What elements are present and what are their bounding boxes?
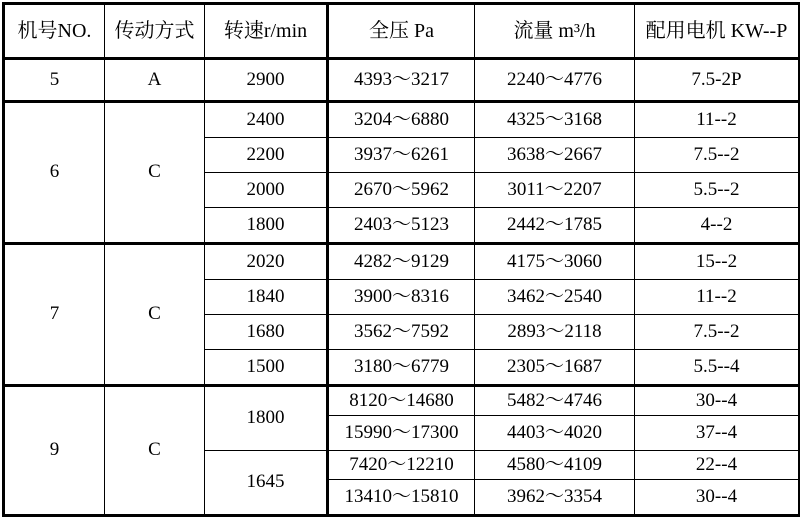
cell-pressure: 3180～6779 (328, 350, 475, 386)
cell-flow: 2240～4776 (475, 59, 635, 102)
cell-drive-type: C (105, 386, 205, 516)
cell-motor: 22--4 (635, 451, 800, 480)
cell-pressure: 8120～14680 (328, 386, 475, 416)
table-row (4, 59, 800, 102)
cell-motor: 7.5--2 (635, 315, 800, 350)
cell-flow: 3962～3354 (475, 480, 635, 516)
cell-speed: 2400 (205, 102, 328, 138)
cell-pressure: 3204～6880 (328, 102, 475, 138)
header-model-no: 机号NO. (4, 4, 105, 59)
cell-flow: 2442～1785 (475, 208, 635, 244)
cell-speed: 1840 (205, 280, 328, 315)
cell-motor: 5.5--2 (635, 173, 800, 208)
cell-motor: 11--2 (635, 280, 800, 315)
cell-pressure: 4282～9129 (328, 244, 475, 280)
cell-pressure: 13410～15810 (328, 480, 475, 516)
cell-flow: 2305～1687 (475, 350, 635, 386)
cell-pressure: 2403～5123 (328, 208, 475, 244)
cell-drive-type: C (105, 102, 205, 244)
cell-speed: 2900 (205, 59, 328, 102)
header-drive-type: 传动方式 (105, 4, 205, 59)
cell-motor: 4--2 (635, 208, 800, 244)
cell-motor: 11--2 (635, 102, 800, 138)
fan-specification-table (2, 2, 800, 517)
cell-flow: 4325～3168 (475, 102, 635, 138)
cell-pressure: 3900～8316 (328, 280, 475, 315)
cell-drive-type: A (105, 59, 205, 102)
table-row (4, 102, 800, 138)
cell-motor: 7.5--2 (635, 138, 800, 173)
cell-motor: 15--2 (635, 244, 800, 280)
cell-flow: 4580～4109 (475, 451, 635, 480)
cell-model-no: 5 (4, 59, 105, 102)
cell-flow: 4175～3060 (475, 244, 635, 280)
cell-speed: 1500 (205, 350, 328, 386)
cell-motor: 30--4 (635, 480, 800, 516)
table-row (4, 244, 800, 280)
cell-speed: 1800 (205, 386, 328, 451)
spec-table-page (0, 2, 800, 521)
header-motor: 配用电机 KW--P (635, 4, 800, 59)
table-header-row (4, 4, 800, 59)
cell-flow: 3011～2207 (475, 173, 635, 208)
cell-motor: 7.5-2P (635, 59, 800, 102)
cell-flow: 5482～4746 (475, 386, 635, 416)
cell-speed: 2200 (205, 138, 328, 173)
cell-speed: 1680 (205, 315, 328, 350)
header-total-pressure: 全压 Pa (328, 4, 475, 59)
header-speed: 转速r/min (205, 4, 328, 59)
cell-speed: 1800 (205, 208, 328, 244)
cell-motor: 5.5--4 (635, 350, 800, 386)
cell-model-no: 7 (4, 244, 105, 386)
cell-pressure: 3562～7592 (328, 315, 475, 350)
cell-model-no: 6 (4, 102, 105, 244)
table-row (4, 386, 800, 416)
cell-motor: 30--4 (635, 386, 800, 416)
cell-flow: 3462～2540 (475, 280, 635, 315)
cell-model-no: 9 (4, 386, 105, 516)
cell-speed: 1645 (205, 451, 328, 516)
cell-drive-type: C (105, 244, 205, 386)
cell-flow: 2893～2118 (475, 315, 635, 350)
cell-pressure: 7420～12210 (328, 451, 475, 480)
cell-motor: 37--4 (635, 416, 800, 451)
cell-speed: 2020 (205, 244, 328, 280)
header-flow: 流量 m³/h (475, 4, 635, 59)
cell-pressure: 2670～5962 (328, 173, 475, 208)
cell-pressure: 15990～17300 (328, 416, 475, 451)
cell-flow: 4403～4020 (475, 416, 635, 451)
cell-pressure: 4393～3217 (328, 59, 475, 102)
cell-flow: 3638～2667 (475, 138, 635, 173)
cell-pressure: 3937～6261 (328, 138, 475, 173)
cell-speed: 2000 (205, 173, 328, 208)
